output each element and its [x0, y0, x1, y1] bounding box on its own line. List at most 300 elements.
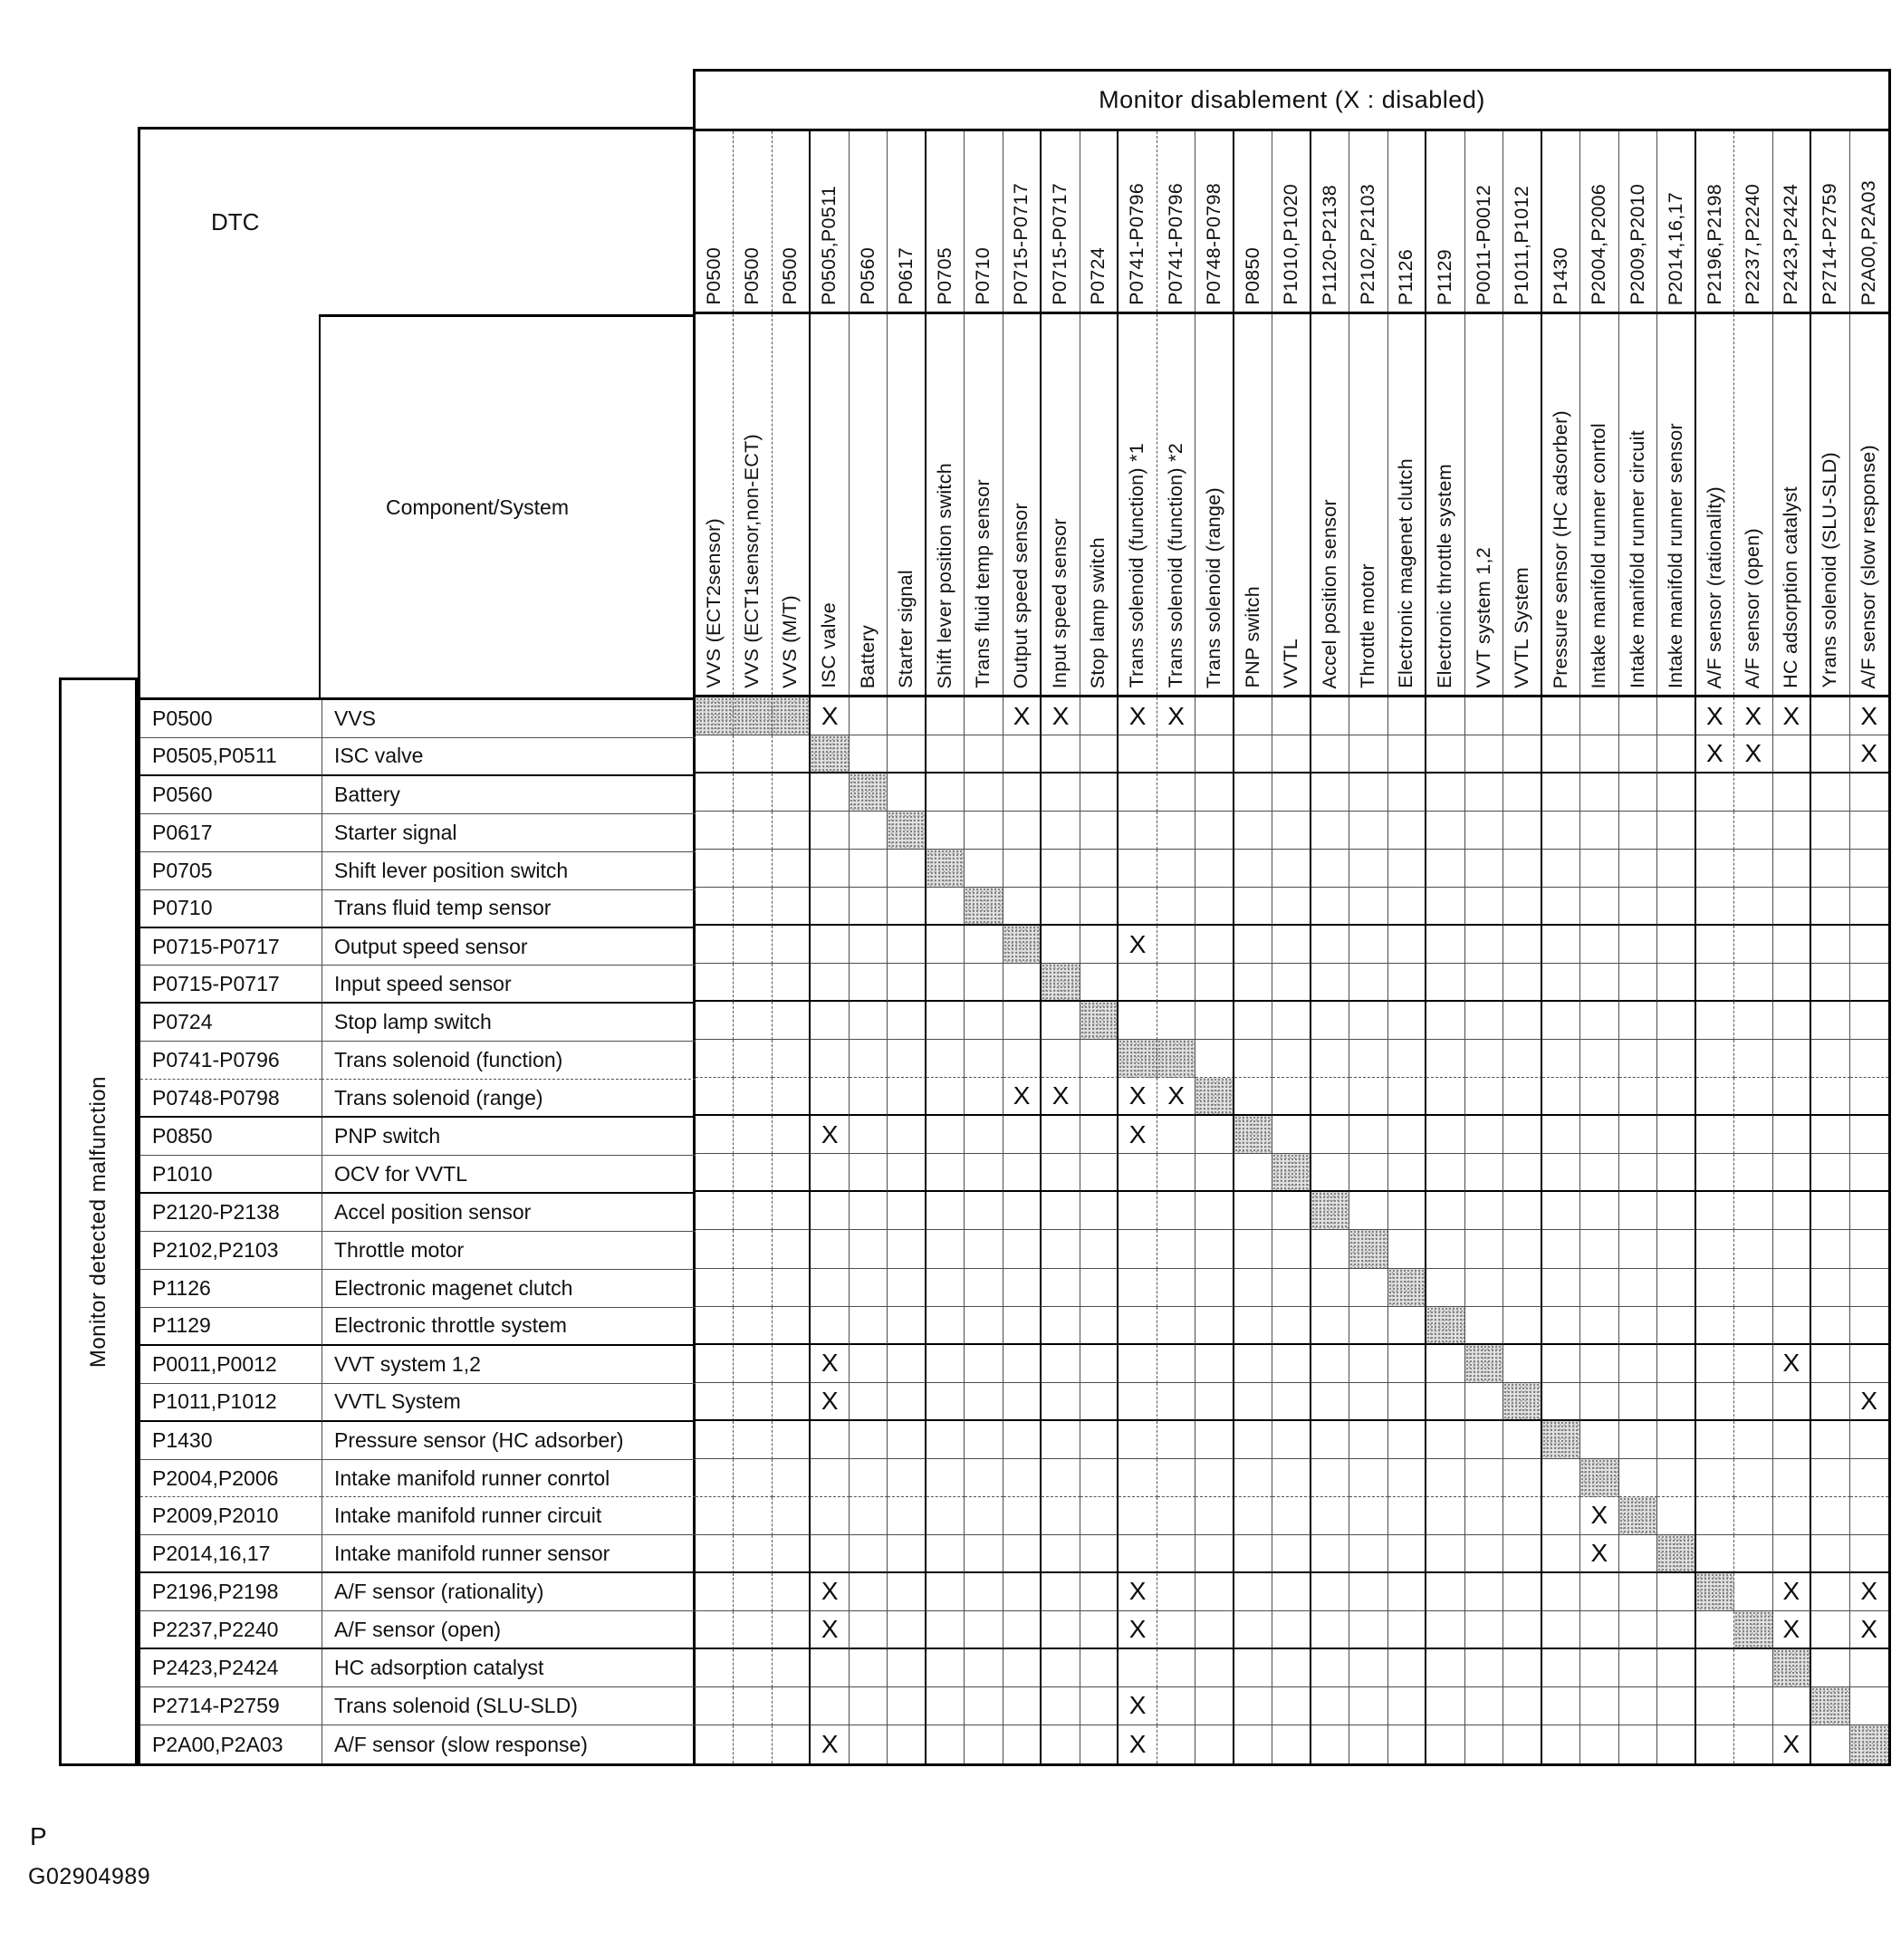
matrix-cell [1503, 1116, 1541, 1154]
matrix-cell [1080, 1687, 1119, 1725]
matrix-cell [1388, 1535, 1426, 1573]
matrix-cell [1773, 1687, 1811, 1725]
matrix-cell [1311, 1459, 1349, 1497]
matrix-cell [1042, 1687, 1080, 1725]
column-dtc-header [1542, 131, 1580, 312]
column-dtc-header-text: P2714-P2759 [1819, 183, 1841, 305]
matrix-cell [1811, 850, 1849, 888]
matrix-cell [850, 1154, 888, 1192]
matrix-cell [1042, 1040, 1080, 1078]
matrix-cell [1388, 1192, 1426, 1230]
matrix-cell [1426, 1002, 1464, 1040]
column-component-header-text: Trans solenoid (function) *1 [1126, 443, 1148, 688]
column-component-header-text: VVT system 1,2 [1472, 547, 1494, 688]
column-component-header [1157, 314, 1195, 695]
matrix-cell [1734, 1192, 1772, 1230]
matrix-cell [1272, 1307, 1311, 1345]
matrix-cell [773, 1649, 811, 1687]
row-dtc-label [140, 928, 322, 966]
matrix-cell [926, 1611, 965, 1649]
row-component-label [322, 700, 696, 738]
matrix-cell [965, 1421, 1003, 1459]
row-component-label [322, 890, 696, 928]
matrix-cell [1272, 1269, 1311, 1307]
matrix-cell [1734, 1345, 1772, 1383]
matrix-cell [1234, 1192, 1272, 1230]
matrix-cell [1003, 1345, 1042, 1383]
matrix-cell [1619, 1421, 1657, 1459]
matrix-cell [734, 1725, 772, 1763]
disabled-mark-cell: X [1734, 735, 1772, 773]
row-dtc-label-text: P1010 [152, 1161, 213, 1186]
matrix-cell [1657, 1078, 1695, 1116]
column-component-header [1195, 314, 1234, 695]
matrix-cell [1426, 1116, 1464, 1154]
matrix-cell [1426, 1649, 1464, 1687]
matrix-cell [1811, 1192, 1849, 1230]
self-diagonal-cell [888, 812, 926, 850]
matrix-cell [1850, 1459, 1888, 1497]
matrix-cell [1426, 812, 1464, 850]
self-diagonal-cell [965, 888, 1003, 926]
matrix-cell [811, 812, 849, 850]
matrix-cell [1042, 1345, 1080, 1383]
matrix-cell [696, 1040, 734, 1078]
matrix-cell [1619, 812, 1657, 850]
matrix-cell [696, 1725, 734, 1763]
row-component-label-text: ISC valve [334, 744, 424, 768]
matrix-cell [1157, 1573, 1195, 1611]
row-dtc-label [140, 1460, 322, 1498]
matrix-cell [926, 773, 965, 812]
row-dtc-label [140, 1346, 322, 1384]
matrix-cell [926, 1154, 965, 1192]
matrix-cell [1157, 1497, 1195, 1535]
matrix-cell [850, 888, 888, 926]
matrix-cell [1426, 1230, 1464, 1268]
matrix-cell [888, 1649, 926, 1687]
matrix-cell [1619, 1611, 1657, 1649]
matrix-cell [1426, 1345, 1464, 1383]
matrix-cell [773, 1002, 811, 1040]
matrix-cell [965, 1078, 1003, 1116]
matrix-cell [1080, 1725, 1119, 1763]
disabled-mark-cell: X [811, 1345, 849, 1383]
matrix-cell [1657, 1040, 1695, 1078]
matrix-cell [696, 1345, 734, 1383]
matrix-cell [1465, 850, 1503, 888]
matrix-cell [888, 1192, 926, 1230]
matrix-cell [734, 1421, 772, 1459]
matrix-cell [1195, 1497, 1234, 1535]
row-component-label-text: Intake manifold runner sensor [334, 1541, 610, 1565]
matrix-cell [1119, 1383, 1157, 1421]
matrix-cell [696, 1459, 734, 1497]
matrix-cell [1734, 926, 1772, 964]
matrix-cell [1850, 1040, 1888, 1078]
column-component-header [1003, 314, 1042, 695]
matrix-cell [811, 1307, 849, 1345]
matrix-cell [773, 888, 811, 926]
matrix-cell [1080, 1421, 1119, 1459]
disabled-mark-cell: X [1119, 1687, 1157, 1725]
self-diagonal-cell [1503, 1383, 1541, 1421]
matrix-cell [1850, 964, 1888, 1002]
matrix-cell [1542, 1459, 1580, 1497]
dtc-column-spacer [138, 314, 319, 697]
matrix-cell [1503, 888, 1541, 926]
matrix-cell [1542, 1345, 1580, 1383]
row-component-label-text: Electronic throttle system [334, 1313, 567, 1338]
matrix-cell [1003, 1002, 1042, 1040]
column-dtc-header-text: P0505,P0511 [818, 185, 840, 305]
matrix-cell [1426, 773, 1464, 812]
disabled-mark-cell: X [1119, 1078, 1157, 1116]
matrix-cell [1465, 888, 1503, 926]
matrix-cell [773, 1230, 811, 1268]
matrix-cell [734, 1192, 772, 1230]
matrix-cell [965, 1116, 1003, 1154]
matrix-cell [965, 1269, 1003, 1307]
matrix-cell [1503, 773, 1541, 812]
column-dtc-header-text: P2014,16,17 [1664, 191, 1686, 305]
matrix-cell [1311, 888, 1349, 926]
column-component-header [1119, 314, 1157, 695]
matrix-cell [850, 1002, 888, 1040]
matrix-cell [773, 1687, 811, 1725]
matrix-cell [1003, 1116, 1042, 1154]
row-component-label [322, 1004, 696, 1042]
matrix-cell [926, 1649, 965, 1687]
matrix-cell [1042, 850, 1080, 888]
matrix-cell [811, 1002, 849, 1040]
column-dtc-header [1042, 131, 1080, 312]
matrix-cell [696, 1573, 734, 1611]
matrix-cell [1349, 850, 1387, 888]
matrix-cell [1119, 773, 1157, 812]
matrix-cell [1234, 1307, 1272, 1345]
column-component-header [1042, 314, 1080, 695]
matrix-cell [1349, 1687, 1387, 1725]
row-dtc-label-text: P0011,P0012 [152, 1351, 277, 1376]
matrix-cell [1619, 1154, 1657, 1192]
matrix-cell [696, 1154, 734, 1192]
matrix-cell [1580, 1040, 1618, 1078]
matrix-cell [1195, 1345, 1234, 1383]
matrix-cell [1003, 735, 1042, 773]
matrix-cell [1850, 1116, 1888, 1154]
matrix-cell [1195, 926, 1234, 964]
row-dtc-label [140, 1573, 322, 1611]
row-component-label-text: Throttle motor [334, 1237, 465, 1262]
matrix-cell [1003, 1269, 1042, 1307]
matrix-cell [1042, 888, 1080, 926]
matrix-cell [1580, 888, 1618, 926]
matrix-cell [1465, 1725, 1503, 1763]
matrix-cell [1349, 1002, 1387, 1040]
matrix-cell [1042, 1649, 1080, 1687]
row-component-label-text: Battery [334, 782, 400, 806]
disabled-mark-cell: X [1580, 1535, 1618, 1573]
matrix-cell [926, 1573, 965, 1611]
matrix-cell [1349, 1116, 1387, 1154]
matrix-cell [1619, 964, 1657, 1002]
matrix-cell [773, 964, 811, 1002]
column-component-header-text: Starter signal [894, 570, 917, 688]
matrix-cell [1657, 1154, 1695, 1192]
matrix-cell [773, 735, 811, 773]
matrix-cell [1734, 1040, 1772, 1078]
matrix-cell [1619, 1725, 1657, 1763]
matrix-cell [1234, 1154, 1272, 1192]
matrix-cell [1503, 1535, 1541, 1573]
column-component-header-text: Electronic throttle system [1434, 464, 1456, 688]
matrix-cell [734, 1611, 772, 1649]
column-dtc-header [926, 131, 965, 312]
column-dtc-header [1349, 131, 1387, 312]
row-component-label-text: VVT system 1,2 [334, 1351, 481, 1376]
matrix-cell [1195, 1307, 1234, 1345]
disabled-mark-cell: X [1157, 697, 1195, 735]
row-dtc-label [140, 966, 322, 1004]
column-dtc-header-text: P0724 [1087, 247, 1109, 305]
matrix-cell [1426, 1497, 1464, 1535]
matrix-cell [1119, 1154, 1157, 1192]
self-diagonal-cell [1195, 1078, 1234, 1116]
matrix-cell [1195, 1154, 1234, 1192]
matrix-cell [1349, 1497, 1387, 1535]
matrix-cell [965, 1725, 1003, 1763]
matrix-cell [1388, 964, 1426, 1002]
matrix-cell [1734, 888, 1772, 926]
matrix-cell [1195, 812, 1234, 850]
column-dtc-header-text: P1126 [1395, 248, 1417, 305]
row-dtc-label-text: P0560 [152, 782, 213, 806]
row-component-label [322, 1573, 696, 1611]
row-dtc-label [140, 1232, 322, 1270]
matrix-cell [1619, 1345, 1657, 1383]
matrix-cell [1195, 964, 1234, 1002]
matrix-cell [696, 926, 734, 964]
matrix-cell [1426, 926, 1464, 964]
column-component-header [1773, 314, 1811, 695]
matrix-cell [734, 1040, 772, 1078]
matrix-cell [1426, 1687, 1464, 1725]
matrix-cell [1426, 850, 1464, 888]
matrix-cell [926, 1116, 965, 1154]
matrix-cell [888, 926, 926, 964]
matrix-cell [1195, 1725, 1234, 1763]
column-dtc-header-text: P2237,P2240 [1742, 184, 1764, 305]
matrix-cell [1157, 1383, 1195, 1421]
matrix-cell [1734, 964, 1772, 1002]
matrix-cell [1465, 1535, 1503, 1573]
matrix-cell [1195, 1230, 1234, 1268]
matrix-cell [1811, 1611, 1849, 1649]
matrix-cell [773, 1535, 811, 1573]
matrix-cell [926, 888, 965, 926]
row-dtc-label [140, 1004, 322, 1042]
matrix-cell [1465, 1040, 1503, 1078]
matrix-cell [1580, 964, 1618, 1002]
column-component-header [1311, 314, 1349, 695]
column-dtc-header-text: P0715-P0717 [1049, 183, 1071, 305]
matrix-cell [888, 1230, 926, 1268]
matrix-cell [1811, 1535, 1849, 1573]
matrix-cell [1850, 1307, 1888, 1345]
matrix-cell [926, 1307, 965, 1345]
column-component-header-text: HC adsorption catalyst [1780, 486, 1802, 688]
matrix-cell [1042, 812, 1080, 850]
matrix-cell [1234, 1687, 1272, 1725]
matrix-cell [1580, 697, 1618, 735]
matrix-cell [1465, 1078, 1503, 1116]
matrix-cell [1157, 1421, 1195, 1459]
matrix-cell [965, 1230, 1003, 1268]
row-component-label-text: Starter signal [334, 820, 457, 844]
matrix-cell [773, 1611, 811, 1649]
matrix-cell [850, 926, 888, 964]
row-dtc-label-text: P0500 [152, 706, 213, 730]
column-component-header [1272, 314, 1311, 695]
matrix-cell [1773, 1002, 1811, 1040]
matrix-cell [1734, 850, 1772, 888]
matrix-cell [1042, 773, 1080, 812]
row-component-label [322, 1687, 696, 1725]
self-diagonal-cell [811, 735, 849, 773]
matrix-cell [1580, 1611, 1618, 1649]
matrix-cell [1542, 1154, 1580, 1192]
matrix-cell [696, 1002, 734, 1040]
matrix-cell [1811, 1078, 1849, 1116]
matrix-cell [1850, 1649, 1888, 1687]
matrix-cell [1311, 1078, 1349, 1116]
matrix-cell [1580, 1649, 1618, 1687]
matrix-cell [734, 1002, 772, 1040]
matrix-cell [1619, 773, 1657, 812]
matrix-cell [1234, 735, 1272, 773]
row-component-label-text: PNP switch [334, 1124, 441, 1148]
matrix-cell [1234, 1573, 1272, 1611]
dtc-header-cell [138, 127, 693, 314]
matrix-cell [1542, 1192, 1580, 1230]
matrix-cell [734, 1116, 772, 1154]
matrix-cell [1734, 773, 1772, 812]
matrix-cell [1811, 697, 1849, 735]
matrix-cell [888, 1040, 926, 1078]
matrix-cell [888, 1154, 926, 1192]
matrix-cell [1580, 1078, 1618, 1116]
matrix-cell [811, 1154, 849, 1192]
disabled-mark-cell: X [1734, 697, 1772, 735]
matrix-cell [1619, 1307, 1657, 1345]
matrix-cell [696, 1116, 734, 1154]
matrix-cell [888, 888, 926, 926]
row-dtc-label [140, 814, 322, 852]
matrix-cell [1465, 1154, 1503, 1192]
self-diagonal-cell [1080, 1002, 1119, 1040]
matrix-cell [1080, 1573, 1119, 1611]
column-component-header [888, 314, 926, 695]
matrix-cell [734, 735, 772, 773]
column-component-header-text: PNP switch [1241, 586, 1263, 688]
column-component-header-text: Throttle motor [1357, 562, 1379, 688]
matrix-cell [734, 1154, 772, 1192]
matrix-cell [926, 926, 965, 964]
matrix-cell [1542, 1687, 1580, 1725]
matrix-cell [1080, 1611, 1119, 1649]
column-component-header [1734, 314, 1772, 695]
matrix-cell [1542, 1230, 1580, 1268]
matrix-cell [1234, 964, 1272, 1002]
matrix-cell [1773, 888, 1811, 926]
row-dtc-label [140, 1535, 322, 1573]
matrix-cell [1542, 697, 1580, 735]
row-label-columns [138, 697, 693, 1766]
matrix-cell [773, 1725, 811, 1763]
matrix-cell [1465, 1611, 1503, 1649]
matrix-cell [1580, 1725, 1618, 1763]
disabled-mark-cell: X [1580, 1497, 1618, 1535]
matrix-cell [773, 1421, 811, 1459]
matrix-cell [888, 850, 926, 888]
matrix-cell [1811, 1269, 1849, 1307]
matrix-cell [1580, 1269, 1618, 1307]
component-system-header-cell [319, 314, 693, 697]
matrix-cell [1619, 1192, 1657, 1230]
column-dtc-header [1773, 131, 1811, 312]
matrix-cell [926, 1230, 965, 1268]
column-dtc-header-text: P0741-P0796 [1164, 183, 1186, 305]
matrix-cell [1157, 926, 1195, 964]
matrix-cell [1619, 1002, 1657, 1040]
page-letter: P [30, 1822, 47, 1850]
matrix-cell [1811, 964, 1849, 1002]
self-diagonal-cell [1234, 1116, 1272, 1154]
matrix-cell [1773, 1535, 1811, 1573]
matrix-cell [1657, 1573, 1695, 1611]
matrix-cell [1157, 888, 1195, 926]
row-component-label [322, 1422, 696, 1460]
matrix-cell [1311, 812, 1349, 850]
matrix-cell [926, 1002, 965, 1040]
column-dtc-header [1850, 131, 1888, 312]
matrix-cell [1042, 1230, 1080, 1268]
matrix-cell [1311, 1687, 1349, 1725]
matrix-cell [1311, 697, 1349, 735]
disabled-mark-cell: X [1850, 1383, 1888, 1421]
row-component-label [322, 1118, 696, 1156]
matrix-cell [1195, 735, 1234, 773]
matrix-cell [1696, 850, 1734, 888]
matrix-cell [1080, 1078, 1119, 1116]
column-component-header-text: Trans fluid temp sensor [972, 479, 994, 688]
row-component-label [322, 776, 696, 814]
matrix-cell [1465, 697, 1503, 735]
matrix-cell [1388, 850, 1426, 888]
column-dtc-header-text: P2102,P2103 [1357, 184, 1379, 305]
matrix-cell [811, 1649, 849, 1687]
matrix-cell [1311, 850, 1349, 888]
disabled-mark-cell: X [1119, 1611, 1157, 1649]
column-dtc-header [965, 131, 1003, 312]
matrix-cell [1811, 1154, 1849, 1192]
matrix-cell [1542, 812, 1580, 850]
figure-number: G02904989 [28, 1864, 151, 1889]
column-component-header-text: VVTL [1279, 639, 1301, 688]
matrix-cell [1003, 1459, 1042, 1497]
row-component-label-text: Trans solenoid (function) [334, 1048, 563, 1072]
